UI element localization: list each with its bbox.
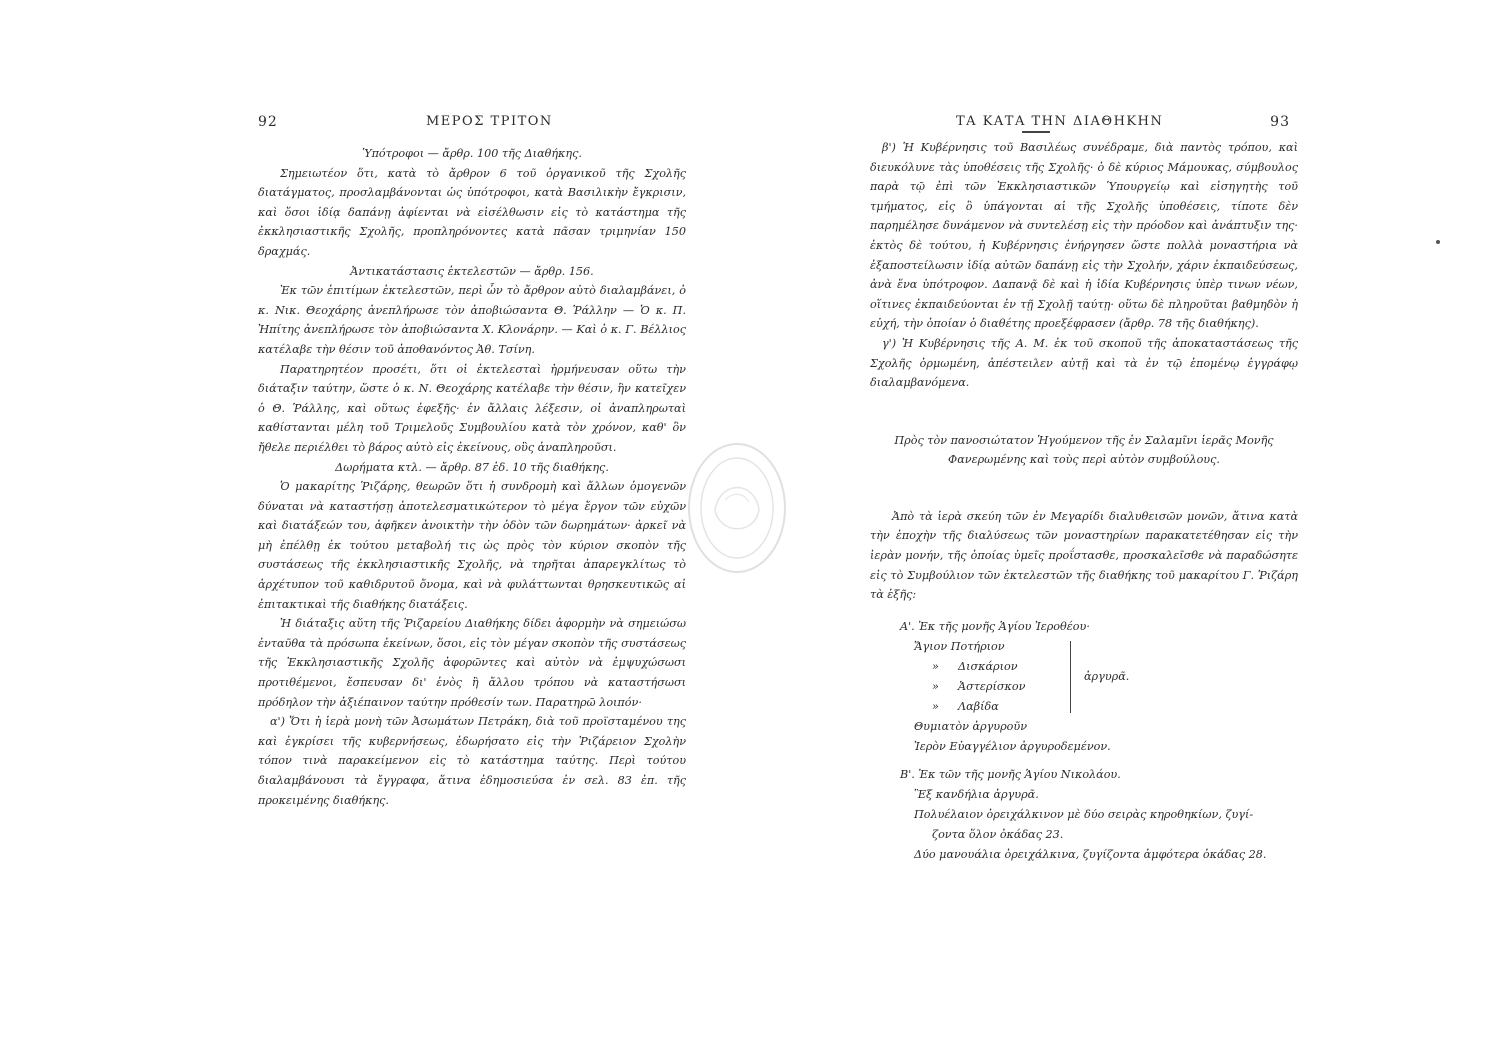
inventory-item-name: Ἀστερίσκον bbox=[958, 679, 1026, 693]
title-underline-rule bbox=[1022, 131, 1050, 133]
library-stamp-watermark bbox=[685, 440, 789, 576]
list-paragraph: γ') Ἡ Κυβέρνησις τῆς Α. Μ. ἐκ τοῦ σκοποῦ τῆς ἀποκαταστάσεως τῆς Σχολῆς ὁρμωμένη, ἀπέστειλεν αὐτῇ καὶ τὰ ἐν τῷ ἑπομένῳ ἐγγράφῳ διαλαμβανόμενα. bbox=[870, 336, 1298, 390]
right-running-title: ΤΑ ΚΑΤΑ ΤΗΝ ΔΙΑΘΗΚΗΝ bbox=[956, 114, 1164, 129]
left-running-title: ΜΕΡΟΣ ΤΡΙΤΟΝ bbox=[426, 114, 553, 129]
inventory-section-b: Β'. Ἐκ τῶν τῆς μονῆς Ἁγίου Νικολάου. bbox=[900, 767, 1121, 781]
left-page-number: 92 bbox=[258, 114, 278, 130]
curly-brace-mark bbox=[1070, 641, 1077, 713]
letter-addressee bbox=[870, 431, 1298, 469]
body-paragraph: Σημειωτέον ὅτι, κατὰ τὸ ἄρθρον 6 τοῦ ὀργανικοῦ τῆς Σχολῆς διατάγματος, προσλαμβάνονται ὡς ὑπότροφοι, κατὰ Βασιλικὴν ἔγκρισιν, καὶ ὅσοι ἰδίᾳ δαπάνῃ ἀφίενται νὰ εἰσέλθωσιν εἰς τὸ κατάστημα τῆς ἐκκλησιαστικῆς Σχολῆς, προπληρόνοντες κατὰ πᾶσαν τριμηνίαν 150 δραχμάς. bbox=[258, 166, 686, 258]
inventory-item: Δύο μανουάλια ὀρειχάλκινα, ζυγίζοντα ἀμφότερα ὀκάδας 28. bbox=[914, 847, 1267, 861]
left-running-head bbox=[258, 100, 686, 130]
body-paragraph: Ὁ μακαρίτης Ῥιζάρης, θεωρῶν ὅτι ἡ συνδρομὴ καὶ ἄλλων ὁμογενῶν δύναται νὰ καταστήσῃ ἀποτελεσματικώτερον τὸ μέγα ἔργον τῶν εὐχῶν καὶ διατάξεών του, ἀφῆκεν ἀνοικτὴν τὴν ὁδὸν τῶν δωρημάτων· ἀρκεῖ νὰ μὴ ἐπέλθῃ ἐκ τούτου μεταβολή τις ὡς πρὸς τὸν κύριον σκοπὸν τῆς συστάσεως τῆς ἐκκλησιαστικῆς Σχολῆς, νὰ τηρῆται ἀπαρεγκλίτως τὸ ἀρχέτυπον τοῦ καθιδρυτοῦ ὄνομα, καὶ νὰ φυλάττωνται θρησκευτικῶς αἱ ἐπιτακτικαὶ τῆς διαθήκης διατάξεις. bbox=[258, 480, 686, 611]
letter-body bbox=[870, 507, 1298, 605]
right-page bbox=[870, 100, 1298, 1000]
inventory-item bbox=[914, 697, 1298, 717]
inventory-section-a: Α'. Ἐκ τῆς μονῆς Ἁγίου Ἱεροθέου· bbox=[900, 619, 1090, 633]
list-paragraph: β') Ἡ Κυβέρνησις τοῦ Βασιλέως συνέδραμε, διὰ παντὸς τρόπου, καὶ διευκόλυνε τὰς ὑποθέσεις τῆς Σχολῆς· ὁ δὲ κύριος Μάμουκας, σύμβουλος παρὰ τῷ ἐπὶ τῶν Ἐκκλησιαστικῶν Ὑπουργείῳ καὶ εἰσηγητὴς τοῦ τμήματος, εἰς ὃ ὑπάγονται αἱ τῆς Σχολῆς ὑποθέσεις, τίποτε δὲν παρημέλησε δυνάμενον νὰ συντελέσῃ εἰς τὴν πρόοδον καὶ ἀνάπτυξιν της· ἐκτὸς δὲ τούτου, ἡ Κυβέρνησις ἐνήργησεν ὥστε πολλὰ μοναστήρια νὰ ἐξαποστείλωσιν ἰδίᾳ αὐτῶν δαπάνῃ εἰς τὴν Σχολήν, χάριν ἐκπαιδεύσεως, ἀνὰ ἕνα ὑπότροφον. Δαπανᾷ δὲ καὶ ἡ ἰδία Κυβέρνησις ὑπὲρ τινων νέων, οἵτινες ἐκπαιδεύονται ἐν τῇ Σχολῇ ταύτῃ· οὕτω δὲ πληροῦται βαθμηδὸν ἡ εὐχή, τὴν ὁποίαν ὁ διαθέτης προεξέφρασεν (ἄρθρ. 78 τῆς διαθήκης). bbox=[870, 141, 1298, 331]
body-paragraph: Ἡ διάταξις αὕτη τῆς Ῥιζαρείου Διαθήκης δίδει ἀφορμὴν νὰ σημειώσω ἐνταῦθα τὰ πρόσωπα ἐκείνων, ὅσοι, εἰς τὸν μέγαν σκοπὸν τῆς συστάσεως τῆς Ἐκκλησιαστικῆς Σχολῆς ἀφορῶντες καὶ αὐτὸν νὰ ἐμψυχώσωσι προτιθέμενοι, ἔσπευσαν δι' ἑνὸς ἢ ἄλλου τρόπου νὰ καταστήσωσι πρόδηλον τὴν ἀξιέπαινον ταύτην πρόθεσίν των. Παρατηρῶ λοιπόν· bbox=[258, 617, 686, 709]
page-edge-mark bbox=[1436, 240, 1440, 244]
ditto-mark: » bbox=[932, 679, 939, 693]
section-heading: Ὑπότροφοι — ἄρθρ. 100 τῆς Διαθήκης. bbox=[362, 147, 582, 160]
right-running-head bbox=[870, 100, 1298, 130]
inventory-b-items bbox=[870, 785, 1298, 865]
addressee-line-2: Φανερωμένης καὶ τοὺς περὶ αὐτὸν συμβούλους. bbox=[948, 452, 1220, 466]
left-body-text bbox=[258, 144, 686, 810]
ditto-mark: » bbox=[932, 659, 939, 673]
right-body-text bbox=[870, 138, 1298, 393]
ditto-mark: » bbox=[932, 699, 939, 713]
inventory-after-group bbox=[870, 717, 1298, 757]
inventory-item: Ἱερὸν Εὐαγγέλιον ἀργυροδεμένον. bbox=[914, 739, 1111, 753]
section-heading: Ἀντικατάστασις ἐκτελεστῶν — ἄρθρ. 156. bbox=[350, 264, 594, 278]
body-paragraph: Ἐκ τῶν ἐπιτίμων ἐκτελεστῶν, περὶ ὧν τὸ ἄρθρον αὐτὸ διαλαμβάνει, ὁ κ. Νικ. Θεοχάρης ἀνεπλήρωσε τὸν ἀποβιώσαντα Θ. Ῥάλλην — Ὁ κ. Π. Ἠπίτης ἀνεπλήρωσε τὸν ἀποβιώσαντα Χ. Κλονάρην. — Καὶ ὁ κ. Γ. Βέλλιος κατέλαβε τὴν θέσιν τοῦ ἀποθανόντος Ἀθ. Τσίνη. bbox=[258, 284, 686, 356]
letter-paragraph: Ἀπὸ τὰ ἱερὰ σκεύη τῶν ἐν Μεγαρίδι διαλυθεισῶν μονῶν, ἅτινα κατὰ τὴν ἐποχὴν τῆς διαλύσεως τῶν μοναστηρίων παρακατετέθησαν εἰς τὴν ἱερὰν μονήν, τῆς ὁποίας ὑμεῖς προΐστασθε, προσκαλεῖσθε νὰ παραδώσητε εἰς τὸ Συμβούλιον τῶν ἐκτελεστῶν τῆς διαθήκης τοῦ μακαρίτου Γ. Ῥιζάρη τὰ ἑξῆς: bbox=[870, 509, 1298, 602]
addressee-line-1: Πρὸς τὸν πανοσιώτατον Ἡγούμενον τῆς ἐν Σαλαμῖνι ἱερᾶς Μονῆς bbox=[894, 433, 1274, 447]
inventory-item: Ἓξ κανδήλια ἀργυρᾶ. bbox=[914, 787, 1039, 801]
inventory-item-name: Λαβίδα bbox=[958, 699, 999, 713]
inventory-item-name: Ἅγιον Ποτήριον bbox=[914, 639, 1005, 653]
section-heading: Δωρήματα κτλ. — ἄρθρ. 87 ἐδ. 10 τῆς διαθήκης. bbox=[335, 460, 609, 474]
inventory-item-continuation: ζοντα ὅλον ὀκάδας 23. bbox=[932, 827, 1064, 841]
brace-label: ἀργυρᾶ. bbox=[1084, 669, 1130, 683]
inventory-item bbox=[914, 637, 1298, 657]
list-paragraph: α') Ὅτι ἡ ἱερὰ μονὴ τῶν Ἀσωμάτων Πετράκη, διὰ τοῦ προϊσταμένου της καὶ ἐγκρίσει τῆς κυβερνήσεως, ἐδωρήσατο εἰς τὴν Ῥιζάρειον Σχολὴν τόπον τινὰ παρακείμενον εἰς τὸ κατάστημα ταύτης. Περὶ τούτου διαλαμβάνουσι τὰ ἔγγραφα, ἅτινα ἐδημοσιεύσα ἐν σελ. 83 ἐπ. τῆς προκειμένης διαθήκης. bbox=[258, 715, 686, 807]
body-paragraph: Παρατηρητέον προσέτι, ὅτι οἱ ἐκτελεσταὶ ἡρμήνευσαν οὕτω τὴν διάταξιν ταύτην, ὥστε ὁ κ. Ν. Θεοχάρης κατέλαβε τὴν θέσιν, ἣν κατεῖχεν ὁ Θ. Ῥάλλης, καὶ οὕτως ἐφεξῆς· ἐν ἄλλαις λέξεσιν, οἱ ἀναπληρωταὶ καθίστανται μέλη τοῦ Τριμελοῦς Συμβουλίου κατὰ τὸν χρόνον, καθ' ὃν ἤθελε περιέλθει τὸ βάρος αὐτὸ εἰς ἐκείνους, οὓς ἀναπληροῦσι. bbox=[258, 362, 686, 454]
inventory-item: Πολυέλαιον ὀρειχάλκινον μὲ δύο σειρὰς κηροθηκίων, ζυγί- bbox=[914, 807, 1254, 821]
left-page bbox=[258, 100, 686, 1000]
inventory-item-name: Δισκάριον bbox=[958, 659, 1018, 673]
inventory-item: Θυμιατὸν ἀργυροῦν bbox=[914, 719, 1028, 733]
inventory-braced-group bbox=[914, 637, 1298, 717]
right-page-number: 93 bbox=[1270, 114, 1290, 130]
